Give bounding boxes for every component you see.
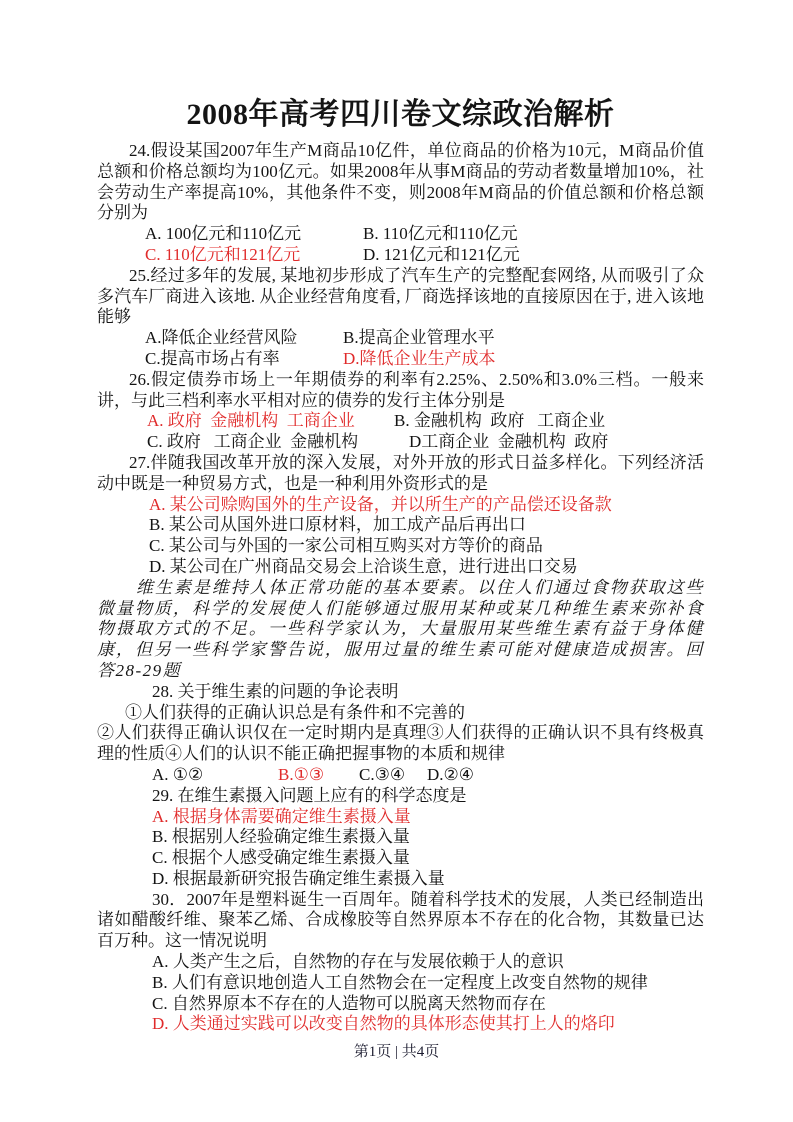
q24-options-row-1: [97, 224, 704, 245]
q29-option-a-answer: A. 根据身体需要确定维生素摄入量: [152, 806, 411, 826]
q24-option-a: A. 100亿元和110亿元: [145, 224, 302, 244]
q27-option-d: D. 某公司在广州商品交易会上洽谈生意，进行进出口交易: [149, 556, 578, 576]
q30-option-a: A. 人类产生之后，自然物的存在与发展依赖于人的意识: [152, 952, 564, 972]
q29-option-b: B. 根据别人经验确定维生素摄入量: [152, 827, 410, 847]
document-content: [97, 98, 704, 1035]
q26-option-c: C. 政府 工商企业 金融机构: [147, 432, 359, 452]
q24-option-b: B. 110亿元和110亿元: [363, 224, 518, 244]
page-number-footer: 第1页 | 共4页: [353, 1044, 440, 1060]
q28-option-b-answer: B.①③: [278, 764, 325, 784]
page-title: 2008年高考四川卷文综政治解析: [186, 98, 615, 131]
q28-option-d: D.②④: [427, 764, 475, 784]
q27-option-c: C. 某公司与外国的一家公司相互购买对方等价的商品: [149, 536, 543, 556]
q26-options-row-2: [97, 432, 704, 453]
q24-option-d: D. 121亿元和121亿元: [363, 244, 520, 264]
q29-stem: 29. 在维生素摄入问题上应有的科学态度是: [152, 785, 467, 805]
q24-option-c-answer: C. 110亿元和121亿元: [145, 244, 301, 264]
q27-option-a-answer: A. 某公司赊购国外的生产设备，并以所生产的产品偿还设备款: [149, 494, 612, 514]
vitamin-passage: 维生素是维持人体正常功能的基本要素。以住人们通过食物获取这些微量物质，科学的发展使人们能够通过服用某种或某几种维生素来弥补食物摄取方式的不足。一些科学家认为，大量服用某些维生素有益于身体健康，但另一些科学家警告说，服用过量的维生素可能对健康造成损害。回答28-29题: [97, 577, 704, 680]
q25-option-d-answer: D.降低企业生产成本: [343, 348, 496, 368]
q25-option-a: A.降低企业经营风险: [145, 328, 298, 348]
q30-option-d-answer: D. 人类通过实践可以改变自然物的具体形态使其打上人的烙印: [152, 1014, 615, 1034]
q27-stem: 27.伴随我国改革开放的深入发展，对外开放的形式日益多样化。下列经济活动中既是一种贸易方式，也是一种利用外资形式的是: [97, 452, 704, 493]
q30-option-b: B. 人们有意识地创造人工自然物会在一定程度上改变自然物的规律: [152, 972, 648, 992]
q26-option-d: D工商企业 金融机构 政府: [409, 432, 609, 452]
q26-stem: 26.假定债券市场上一年期债券的利率有2.25%、2.50%和3.0%三档。一般来讲，与此三档利率水平相对应的债券的发行主体分别是: [97, 369, 704, 410]
q28-statement-1: ①人们获得的正确认识总是有条件和不完善的: [125, 702, 465, 722]
q27-option-b: B. 某公司从国外进口原材料，加工成产品后再出口: [149, 515, 526, 535]
q28-option-a: A. ①②: [152, 764, 204, 784]
q26-option-a-answer: A. 政府 金融机构 工商企业: [147, 411, 355, 431]
q24-stem: 24.假设某国2007年生产M商品10亿件，单位商品的价格为10元，M商品价值总额和价格总额均为100亿元。如果2008年从事M商品的劳动者数量增加10%，社会劳动生产率提高10%，其他条件不变，则2008年M商品的价值总额和价格总额分别为: [97, 141, 704, 223]
q28-statements-2-3-4: ②人们获得正确认识仅在一定时期内是真理③人们获得的正确认识不具有终极真理的性质④人们的认识不能正确把握事物的本质和规律: [97, 723, 704, 764]
q24-options-row-2: [97, 245, 704, 266]
q29-option-d: D. 根据最新研究报告确定维生素摄入量: [152, 868, 445, 888]
q26-option-b: B. 金融机构 政府 工商企业: [394, 411, 606, 431]
q28-stem: 28. 关于维生素的问题的争论表明: [152, 681, 399, 701]
q25-stem: 25.经过多年的发展, 某地初步形成了汽车生产的完整配套网络, 从而吸引了众多汽车厂商进入该地. 从企业经营角度看, 厂商选择该地的直接原因在于, 进入该地能够: [97, 265, 704, 327]
q25-option-b: B.提高企业管理水平: [343, 328, 495, 348]
q29-option-c: C. 根据个人感受确定维生素摄入量: [152, 848, 410, 868]
q28-option-c: C.③④: [359, 764, 406, 784]
q25-options-row-1: [97, 328, 704, 349]
q28-options-row: [97, 765, 704, 786]
q30-option-c: C. 自然界原本不存在的人造物可以脱离天然物而存在: [152, 993, 546, 1013]
q25-option-c: C.提高市场占有率: [145, 348, 280, 368]
q25-options-row-2: [97, 349, 704, 370]
q26-options-row-1: [97, 411, 704, 432]
q30-stem: 30．2007年是塑料诞生一百周年。随着科学技术的发展，人类已经制造出诸如醋酸纤维、聚苯乙烯、合成橡胶等自然界原本不存在的化合物，其数量已达百万种。这一情况说明: [97, 889, 704, 951]
